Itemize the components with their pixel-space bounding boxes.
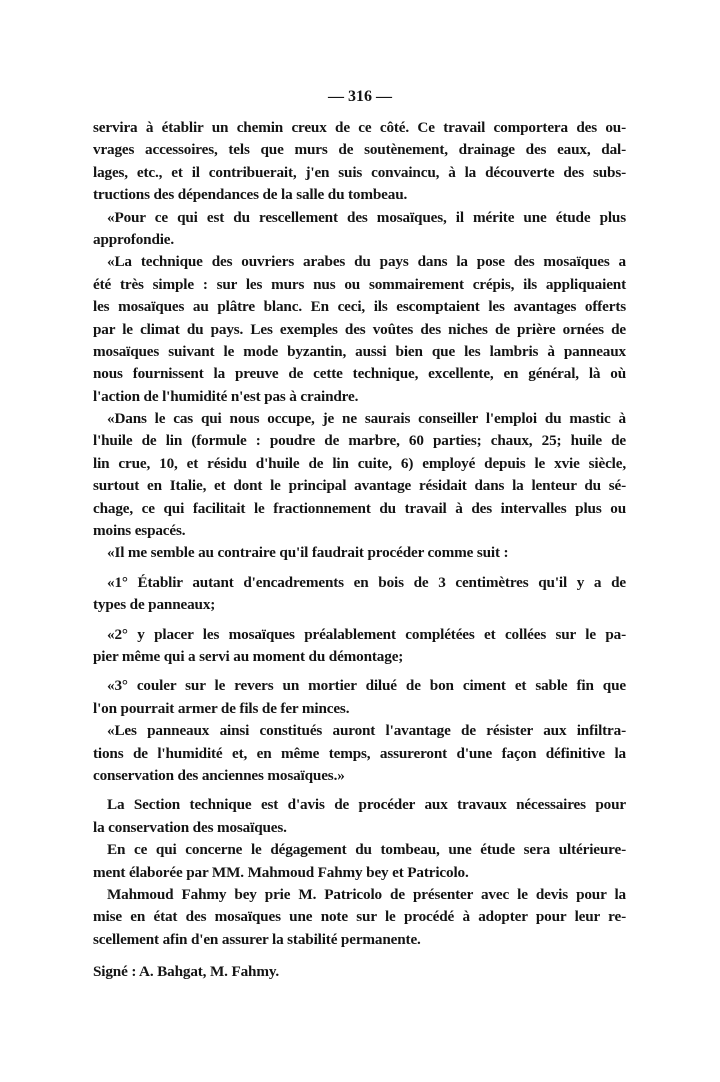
text-line: l'action de l'humidité n'est pas à craindre. xyxy=(93,387,359,405)
text-line: mosaïques suivant le mode byzantin, aussi bien que les lambris à panneaux xyxy=(93,342,626,360)
paragraph xyxy=(93,542,626,564)
text-line: scellement afin d'en assurer la stabilité permanente. xyxy=(93,930,421,948)
text-line: été très simple : sur les murs nus ou sommairement crépis, ils appliquaient xyxy=(93,275,626,293)
paragraph xyxy=(93,794,626,839)
paragraph xyxy=(93,675,626,720)
paragraph xyxy=(93,117,626,207)
text-line: surtout en Italie, et dont le principal avantage résidait dans la lenteur du sé- xyxy=(93,477,626,495)
text-line: par le climat du pays. Les exemples des voûtes des niches de prière ornées de xyxy=(93,320,626,338)
paragraph xyxy=(93,720,626,787)
signature: Signé : A. Bahgat, M. Fahmy. xyxy=(93,963,280,981)
paragraph xyxy=(93,408,626,542)
body-text xyxy=(93,117,626,983)
text-line: l'huile de lin (formule : poudre de marbre, 60 parties; chaux, 25; huile de xyxy=(93,432,626,450)
text-line: lin crue, 10, et résidu d'huile de lin cuite, 6) employé depuis le xvie siècle, xyxy=(93,454,626,472)
text-line: tions de l'humidité et, en même temps, assureront d'une façon définitive la xyxy=(93,744,626,762)
text-line: chage, ce qui facilitait le fractionnement du travail à des intervalles plus ou xyxy=(93,499,626,517)
text-line: «Il me semble au contraire qu'il faudrait procéder comme suit : xyxy=(107,544,509,562)
text-line: En ce qui concerne le dégagement du tombeau, une étude sera ultérieure- xyxy=(107,841,626,859)
paragraph xyxy=(93,207,626,252)
text-line: «Pour ce qui est du rescellement des mosaïques, il mérite une étude plus xyxy=(107,208,626,226)
text-line: pier même qui a servi au moment du démontage; xyxy=(93,647,404,665)
text-line: tructions des dépendances de la salle du tombeau. xyxy=(93,186,408,204)
text-line: l'on pourrait armer de fils de fer minces. xyxy=(93,699,350,717)
text-line: «2° y placer les mosaïques préalablement complétées et collées sur le pa- xyxy=(107,625,626,643)
text-line: nous fournissent la preuve de cette technique, excellente, en général, là où xyxy=(93,365,626,383)
paragraph xyxy=(93,884,626,951)
text-line: ment élaborée par MM. Mahmoud Fahmy bey et Patricolo. xyxy=(93,863,469,881)
text-line: les mosaïques au plâtre blanc. En ceci, ils escomptaient les avantages offerts xyxy=(93,298,626,316)
paragraph xyxy=(93,624,626,669)
text-line: «Les panneaux ainsi constitués auront l'avantage de résister aux infiltra- xyxy=(107,722,626,740)
text-line: lages, etc., et il contribuerait, j'en suis convaincu, à la découverte des subs- xyxy=(93,163,626,181)
text-line: «La technique des ouvriers arabes du pays dans la pose des mosaïques a xyxy=(107,253,626,271)
text-line: types de panneaux; xyxy=(93,596,216,614)
text-line: moins espacés. xyxy=(93,522,186,540)
text-line: «Dans le cas qui nous occupe, je ne saurais conseiller l'emploi du mastic à xyxy=(107,410,626,428)
text-line: approfondie. xyxy=(93,230,175,248)
paragraph xyxy=(93,572,626,617)
paragraph xyxy=(93,251,626,408)
text-line: vrages accessoires, tels que murs de soutènement, drainage des eaux, dal- xyxy=(93,141,626,159)
page-number: — 316 — xyxy=(328,88,392,105)
text-line: La Section technique est d'avis de procéder aux travaux nécessaires pour xyxy=(107,796,626,814)
text-line: servira à établir un chemin creux de ce côté. Ce travail comportera des ou- xyxy=(93,119,626,136)
text-line: conservation des anciennes mosaïques.» xyxy=(93,766,345,784)
text-line: la conservation des mosaïques. xyxy=(93,818,287,836)
text-line: «1° Établir autant d'encadrements en bois de 3 centimètres qu'il y a de xyxy=(107,573,626,591)
text-line: Mahmoud Fahmy bey prie M. Patricolo de présenter avec le devis pour la xyxy=(107,885,626,903)
text-line: mise en état des mosaïques une note sur le procédé à adopter pour leur re- xyxy=(93,908,626,926)
text-line: «3° couler sur le revers un mortier dilué de bon ciment et sable fin que xyxy=(107,677,626,695)
paragraph xyxy=(93,839,626,884)
